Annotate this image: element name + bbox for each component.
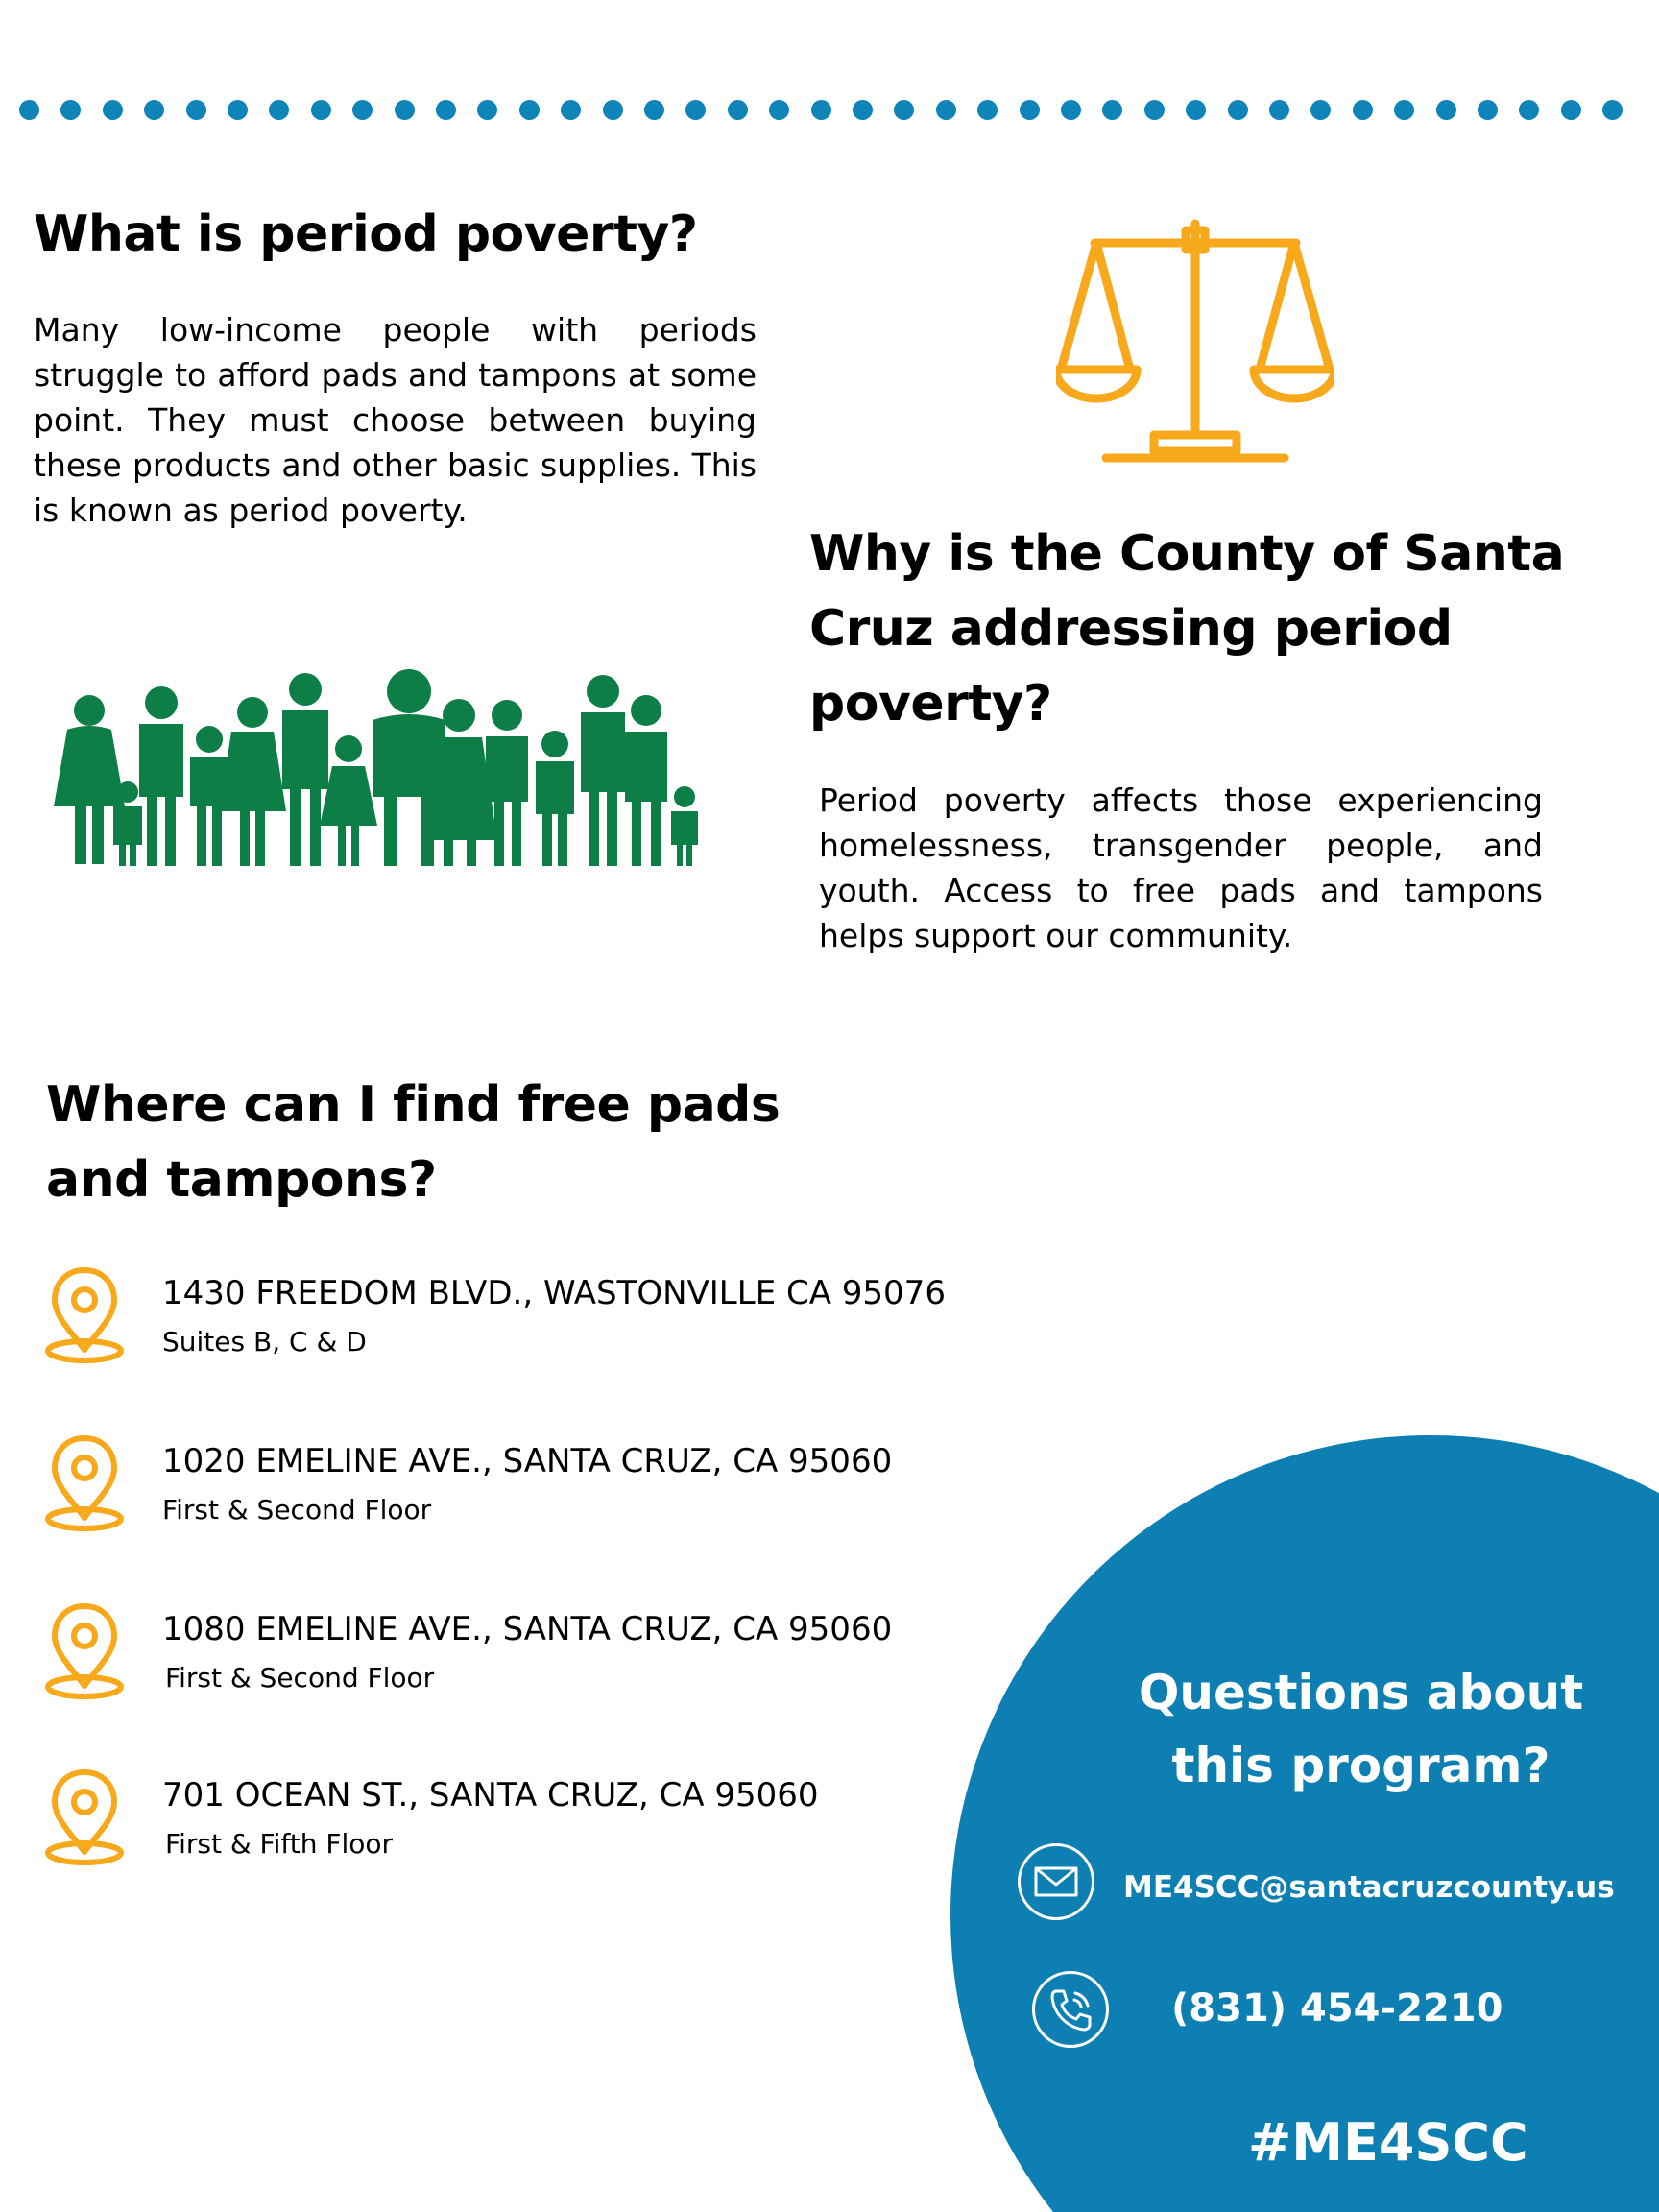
location-address: 1020 EMELINE AVE., SANTA CRUZ, CA 95060	[162, 1442, 893, 1480]
location-detail: First & Fifth Floor	[165, 1828, 394, 1860]
divider-dot	[352, 100, 373, 120]
divider-dot	[1353, 100, 1373, 120]
divider-dot	[728, 100, 748, 120]
divider-dot	[103, 100, 123, 120]
section-paragraph-why-county: Period poverty affects those experiencing homelessness, transgender people, and youth. Access to free pads and tampons helps support our community.	[819, 781, 1543, 954]
divider-dot	[519, 100, 540, 120]
divider-dot	[1478, 100, 1498, 120]
divider-dot	[1144, 100, 1165, 120]
contact-phone-link[interactable]: (831) 454-2210	[1171, 1986, 1503, 2031]
location-address: 701 OCEAN ST., SANTA CRUZ, CA 95060	[162, 1776, 819, 1815]
location-item	[38, 1431, 998, 1536]
divider-dot	[60, 100, 81, 120]
divider-dot	[811, 100, 831, 120]
hashtag: #ME4SCC	[1248, 2112, 1528, 2173]
divider-dot	[436, 100, 456, 120]
divider-dot	[1061, 100, 1081, 120]
divider-dot	[977, 100, 998, 120]
divider-dot	[1310, 100, 1331, 120]
divider-dot	[894, 100, 914, 120]
divider-dot	[1269, 100, 1289, 120]
divider-dot	[603, 100, 623, 120]
envelope-icon	[1018, 1843, 1094, 1920]
divider-dot	[685, 100, 706, 120]
section-title-where: Where can I find free pads and tampons?	[46, 1076, 781, 1209]
people-group-icon	[46, 662, 709, 874]
divider-dot	[1394, 100, 1414, 120]
location-address: 1430 FREEDOM BLVD., WASTONVILLE CA 95076	[162, 1274, 946, 1312]
contact-circle	[950, 1435, 1659, 2212]
location-pin-icon	[38, 1262, 131, 1364]
scale-of-justice-icon	[1056, 216, 1334, 470]
location-pin-icon	[38, 1599, 131, 1700]
section-title-period-poverty: What is period poverty?	[34, 205, 698, 263]
section-paragraph-period-poverty: Many low-income people with periods struggle to afford pads and tampons at some point. They must choose between buying these products and other basic supplies. This is known as period poverty.	[34, 311, 757, 529]
divider-dot	[144, 100, 164, 120]
location-detail: First & Second Floor	[162, 1494, 432, 1526]
divider-dot	[1519, 100, 1539, 120]
divider-dot	[1020, 100, 1040, 120]
location-item	[38, 1599, 998, 1704]
location-detail: Suites B, C & D	[162, 1326, 367, 1358]
divider-dot	[1102, 100, 1122, 120]
divider-dot	[395, 100, 415, 120]
divider-dot	[561, 100, 581, 120]
divider-dot	[1602, 100, 1623, 120]
divider-dot	[769, 100, 789, 120]
divider-dot	[186, 100, 206, 120]
location-address: 1080 EMELINE AVE., SANTA CRUZ, CA 95060	[162, 1610, 893, 1648]
divider-dot	[228, 100, 248, 120]
divider-dot	[644, 100, 664, 120]
divider-dot	[936, 100, 956, 120]
divider-dot	[1228, 100, 1248, 120]
location-item	[38, 1262, 998, 1368]
divider-dot	[311, 100, 331, 120]
divider-dot	[1561, 100, 1581, 120]
phone-icon	[1032, 1971, 1109, 2048]
divider-dot	[477, 100, 497, 120]
divider-dot	[1436, 100, 1456, 120]
location-detail: First & Second Floor	[165, 1662, 435, 1694]
location-pin-icon	[38, 1431, 131, 1532]
contact-title: Questions about this program?	[1138, 1665, 1584, 1793]
dotted-divider	[0, 100, 1659, 129]
location-pin-icon	[38, 1765, 131, 1866]
divider-dot	[269, 100, 289, 120]
divider-dot	[1186, 100, 1206, 120]
location-item	[38, 1765, 998, 1870]
contact-email-link[interactable]: ME4SCC@santacruzcounty.us	[1123, 1870, 1615, 1905]
divider-dot	[19, 100, 39, 120]
divider-dot	[853, 100, 873, 120]
section-title-why-county: Why is the County of Santa Cruz addressing period poverty?	[809, 525, 1565, 733]
